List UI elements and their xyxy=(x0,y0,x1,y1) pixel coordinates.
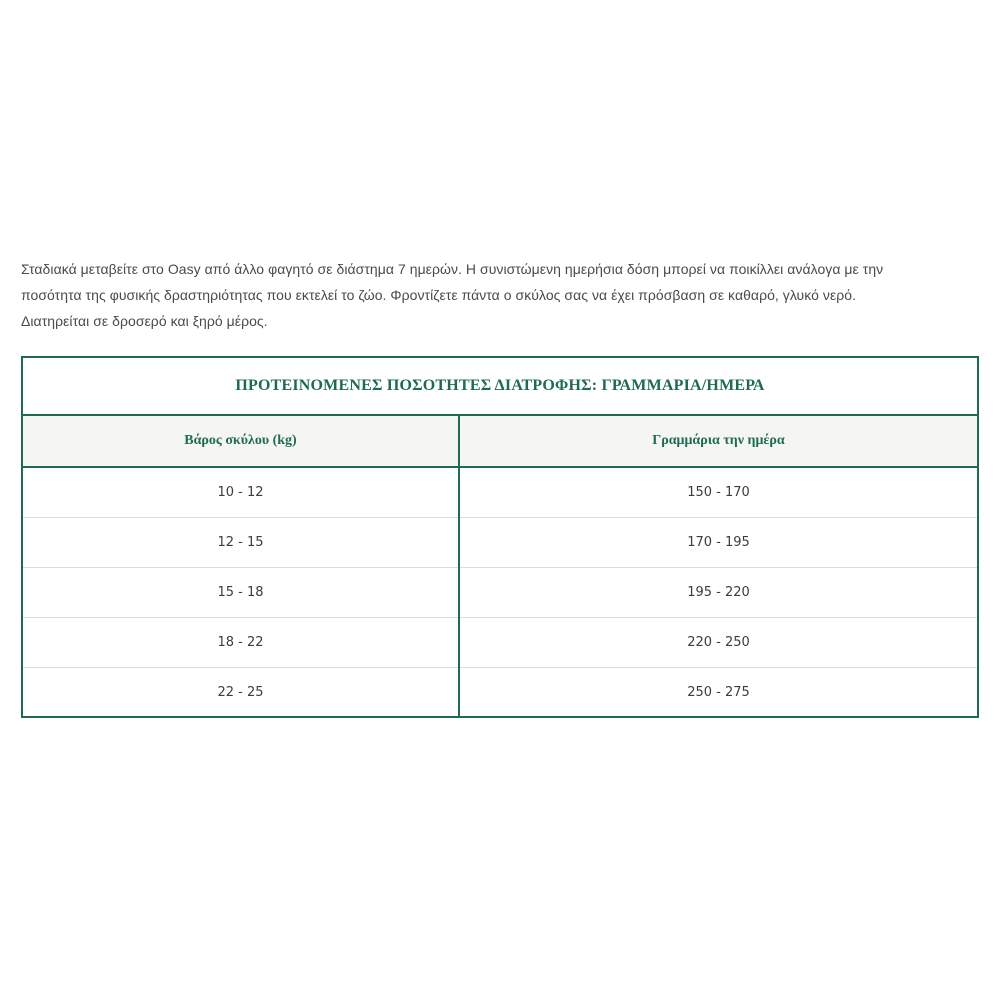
header-grams-per-day: Γραμμάρια την ημέρα xyxy=(459,416,977,467)
feeding-table-title: ΠΡΟΤΕΙΝΟΜΕΝΕΣ ΠΟΣΟΤΗΤΕΣ ΔΙΑΤΡΟΦΗΣ: ΓΡΑΜΜΑΡΙΑ/ΗΜΕΡΑ xyxy=(23,358,977,416)
grams-cell: 250 - 275 xyxy=(459,667,977,717)
weight-cell: 10 - 12 xyxy=(23,467,459,517)
grams-cell: 150 - 170 xyxy=(687,484,750,500)
instructions-line-2: ποσότητα της φυσικής δραστηριότητας που εκτελεί το ζώο. Φροντίζετε πάντα ο σκύλος σας να έχει πρόσβαση σε καθαρό, γλυκό νερό. xyxy=(21,287,857,303)
weight-cell: 12 - 15 xyxy=(23,517,459,567)
table-row xyxy=(23,467,977,517)
weight-cell: 22 - 25 xyxy=(23,667,459,717)
header-dog-weight: Βάρος σκύλου (kg) xyxy=(23,416,459,467)
grams-cell: 220 - 250 xyxy=(459,617,977,667)
instructions-line-3: Διατηρείται σε δροσερό και ξηρό μέρος. xyxy=(21,313,268,329)
weight-cell: 15 - 18 xyxy=(23,567,459,617)
table-row xyxy=(23,517,977,567)
table-header-row xyxy=(23,416,977,467)
feeding-table xyxy=(21,356,979,718)
instructions-line-1: Σταδιακά μεταβείτε στο Oasy από άλλο φαγητό σε διάστημα 7 ημερών. Η συνιστώμενη ημερήσια δόση μπορεί να ποικίλλει ανάλογα με την xyxy=(21,261,884,277)
grams-cell: 195 - 220 xyxy=(459,567,977,617)
weight-cell: 18 - 22 xyxy=(23,617,459,667)
table-row xyxy=(23,567,977,617)
feeding-table-grid xyxy=(23,416,977,717)
table-row xyxy=(23,667,977,717)
grams-cell: 170 - 195 xyxy=(459,517,977,567)
table-row xyxy=(23,617,977,667)
feeding-instructions-paragraph xyxy=(21,256,981,334)
